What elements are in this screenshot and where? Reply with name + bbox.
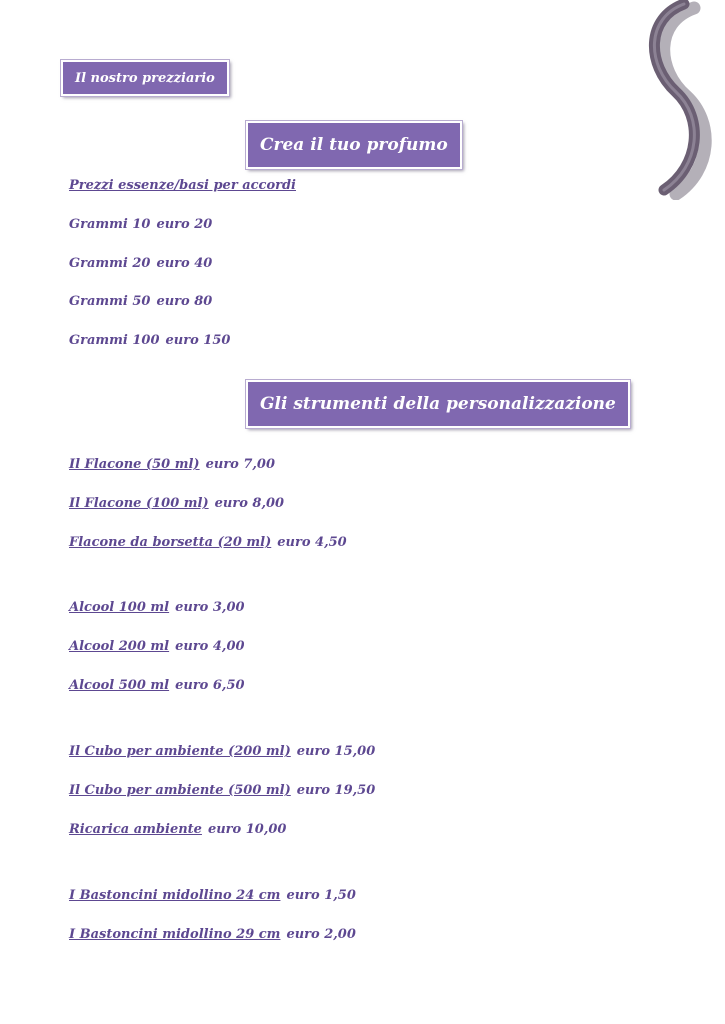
item-row — [69, 744, 375, 760]
item-name: Flacone da borsetta (20 ml) — [69, 535, 272, 550]
item-price: euro 1,50 — [286, 888, 356, 903]
price-row-label: Grammi 20 — [69, 256, 151, 271]
price-row-value: euro 40 — [156, 256, 213, 271]
item-row — [69, 822, 286, 838]
item-row — [69, 600, 245, 616]
item-price: euro 2,00 — [286, 927, 356, 942]
item-name: I Bastoncini midollino 29 cm — [69, 927, 281, 942]
section-subtitle — [69, 178, 296, 194]
subtitle-text: Prezzi essenze/basi per accordi — [69, 178, 296, 193]
item-row — [69, 496, 284, 512]
item-name: Ricarica ambiente — [69, 822, 202, 837]
item-row — [69, 678, 245, 694]
price-row-label: Grammi 50 — [69, 294, 151, 309]
item-price: euro 15,00 — [296, 744, 376, 759]
item-price: euro 4,50 — [277, 535, 347, 550]
item-name: Alcool 500 ml — [69, 678, 170, 693]
item-row — [69, 639, 245, 655]
item-name: Il Cubo per ambiente (500 ml) — [69, 783, 291, 798]
item-price: euro 10,00 — [207, 822, 287, 837]
item-price: euro 4,00 — [175, 639, 245, 654]
item-row — [69, 783, 375, 799]
section-title-strumenti: Gli strumenti della personalizzazione — [246, 380, 630, 428]
price-row-value: euro 80 — [156, 294, 213, 309]
item-row — [69, 457, 275, 473]
section-title-crea-profumo: Crea il tuo profumo — [246, 121, 462, 169]
item-name: Il Cubo per ambiente (200 ml) — [69, 744, 291, 759]
price-row-label: Grammi 10 — [69, 217, 151, 232]
swirl-logo-icon — [636, 0, 725, 200]
item-row — [69, 535, 347, 551]
price-row-label: Grammi 100 — [69, 333, 160, 348]
item-name: Il Flacone (50 ml) — [69, 457, 200, 472]
item-name: Alcool 100 ml — [69, 600, 170, 615]
item-price: euro 6,50 — [175, 678, 245, 693]
price-row-value: euro 150 — [165, 333, 231, 348]
price-row — [69, 217, 212, 233]
item-price: euro 19,50 — [296, 783, 376, 798]
item-name: I Bastoncini midollino 24 cm — [69, 888, 281, 903]
item-price: euro 3,00 — [175, 600, 245, 615]
item-name: Alcool 200 ml — [69, 639, 170, 654]
price-row — [69, 333, 230, 349]
item-row — [69, 888, 356, 904]
item-price: euro 8,00 — [214, 496, 285, 511]
item-price: euro 7,00 — [205, 457, 276, 472]
item-name: Il Flacone (100 ml) — [69, 496, 209, 511]
price-row — [69, 294, 212, 310]
price-list-tag: Il nostro prezziario — [61, 60, 229, 96]
item-row — [69, 927, 356, 943]
price-row — [69, 256, 212, 272]
price-row-value: euro 20 — [156, 217, 213, 232]
